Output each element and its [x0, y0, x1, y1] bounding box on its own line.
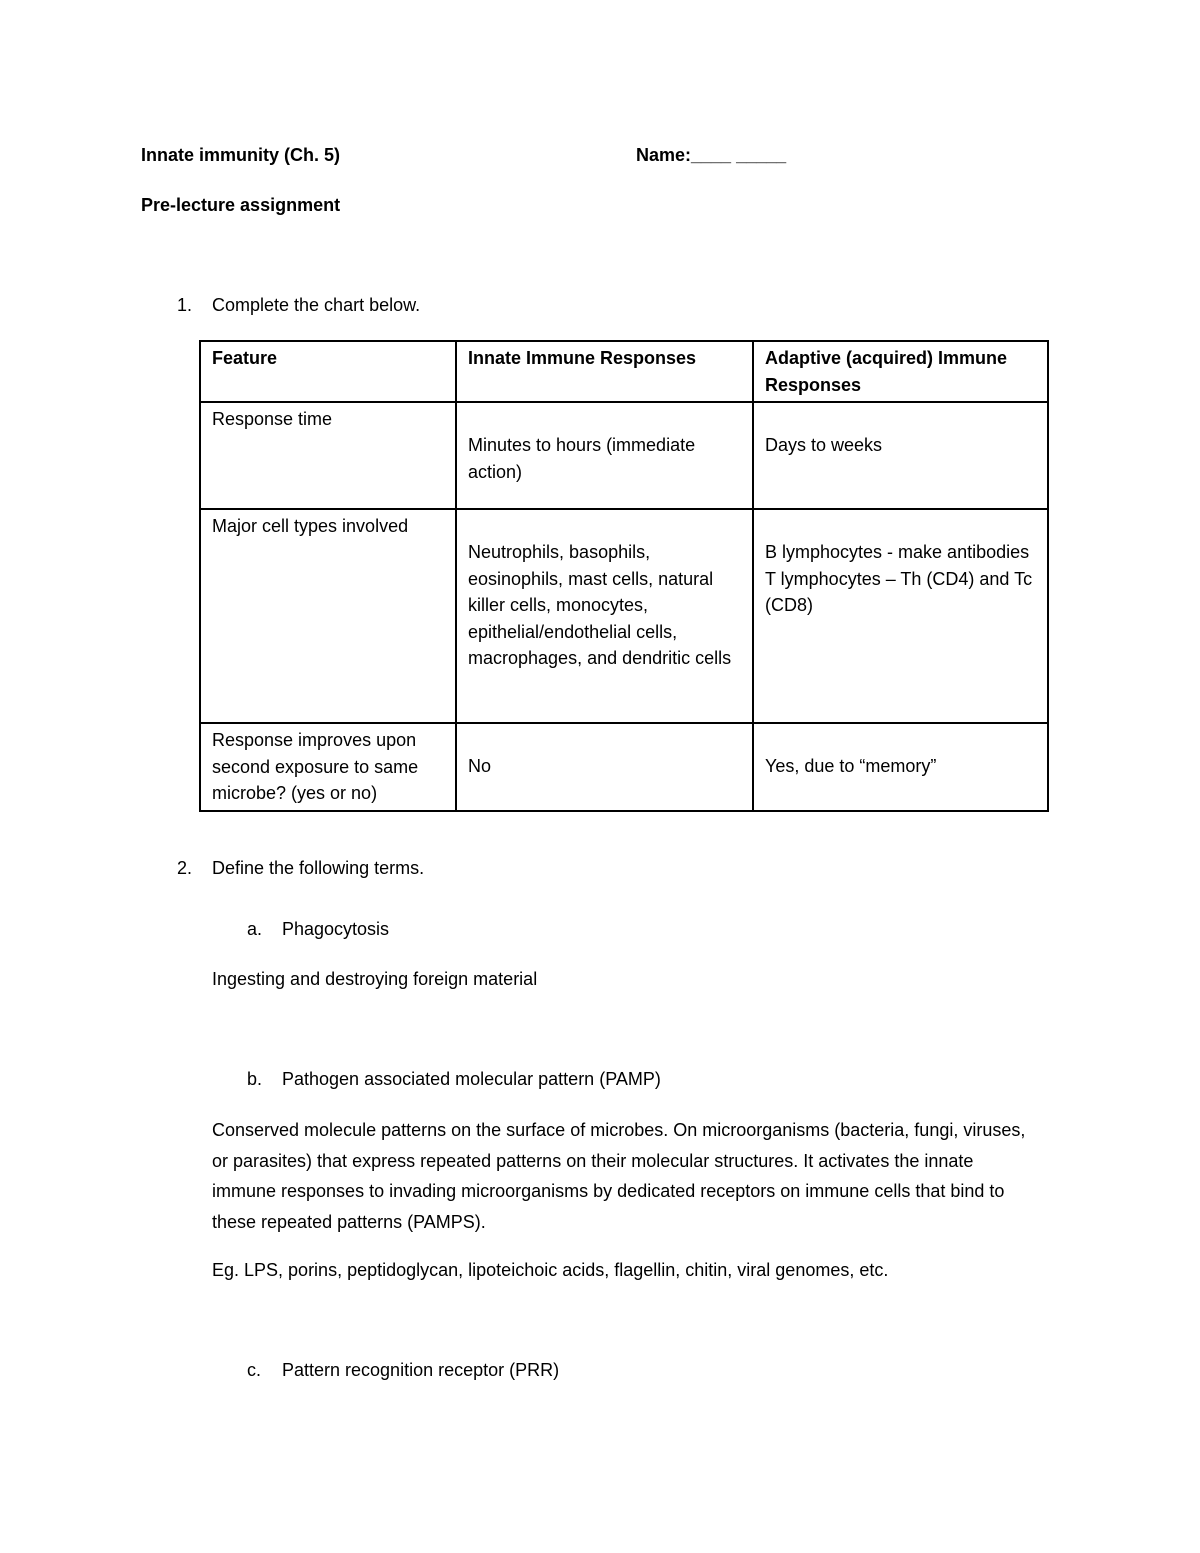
comparison-chart: [199, 340, 1049, 812]
chart-cell-adaptive: [753, 509, 1048, 723]
chart-cell-adaptive-line: B lymphocytes - make antibodies: [765, 542, 1030, 562]
chart-header-row: [200, 341, 1048, 402]
chart-cell-innate: [456, 509, 753, 723]
name-field-label: Name:____ _____: [636, 145, 787, 165]
chart-cell-adaptive-text: Yes, due to “memory”: [765, 756, 937, 776]
chart-cell-innate-text: Minutes to hours (immediate action): [468, 435, 696, 482]
term-c-label: Pattern recognition receptor (PRR): [282, 1360, 560, 1380]
term-a-letter: a.: [247, 919, 263, 939]
page-title: Innate immunity (Ch. 5): [141, 145, 341, 165]
chart-header-feature: Feature: [200, 341, 456, 402]
chart-cell-innate: [456, 402, 753, 509]
chart-cell-adaptive: [753, 723, 1048, 811]
chart-cell-feature: Response time: [200, 402, 456, 509]
chart-cell-innate-text: No: [468, 756, 492, 776]
chart-header-innate: Innate Immune Responses: [456, 341, 753, 402]
question-2-number: 2.: [177, 858, 193, 878]
chart-row-response-time: [200, 402, 1048, 509]
chart-cell-feature: Major cell types involved: [200, 509, 456, 723]
chart-cell-adaptive-text: Days to weeks: [765, 435, 883, 455]
question-1-prompt: Complete the chart below.: [212, 295, 421, 315]
term-b-letter: b.: [247, 1069, 263, 1089]
term-a-answer: Ingesting and destroying foreign material: [212, 969, 538, 989]
chart-header-adaptive: Adaptive (acquired) Immune Responses: [753, 341, 1048, 402]
term-b-examples: Eg. LPS, porins, peptidoglycan, lipoteichoic acids, flagellin, chitin, viral genomes, etc.: [212, 1260, 889, 1280]
question-2-prompt: Define the following terms.: [212, 858, 425, 878]
chart-cell-innate: [456, 723, 753, 811]
page-subtitle: Pre-lecture assignment: [141, 195, 341, 215]
term-b-answer: Conserved molecule patterns on the surface of microbes. On microorganisms (bacteria, fungi, viruses, or parasites) that express repeated patterns on their molecular structures. It activates the innate immune responses to invading microorganisms by dedicated receptors on immune cells that bind to these repeated patterns (PAMPS).: [212, 1120, 1026, 1232]
chart-row-second-exposure: [200, 723, 1048, 811]
term-c-letter: c.: [247, 1360, 262, 1380]
chart-cell-innate-text: Neutrophils, basophils, eosinophils, mast cells, natural killer cells, monocytes, epithelial/endothelial cells, macrophages, and dendritic cells: [468, 542, 732, 668]
term-a-label: Phagocytosis: [282, 919, 390, 939]
question-1-number: 1.: [177, 295, 193, 315]
chart-cell-feature: Response improves upon second exposure to same microbe? (yes or no): [200, 723, 456, 811]
chart-cell-adaptive-line: T lymphocytes – Th (CD4) and Tc (CD8): [765, 568, 1033, 615]
chart-row-cell-types: [200, 509, 1048, 723]
chart-cell-adaptive: [753, 402, 1048, 509]
term-b-label: Pathogen associated molecular pattern (PAMP): [282, 1069, 661, 1089]
